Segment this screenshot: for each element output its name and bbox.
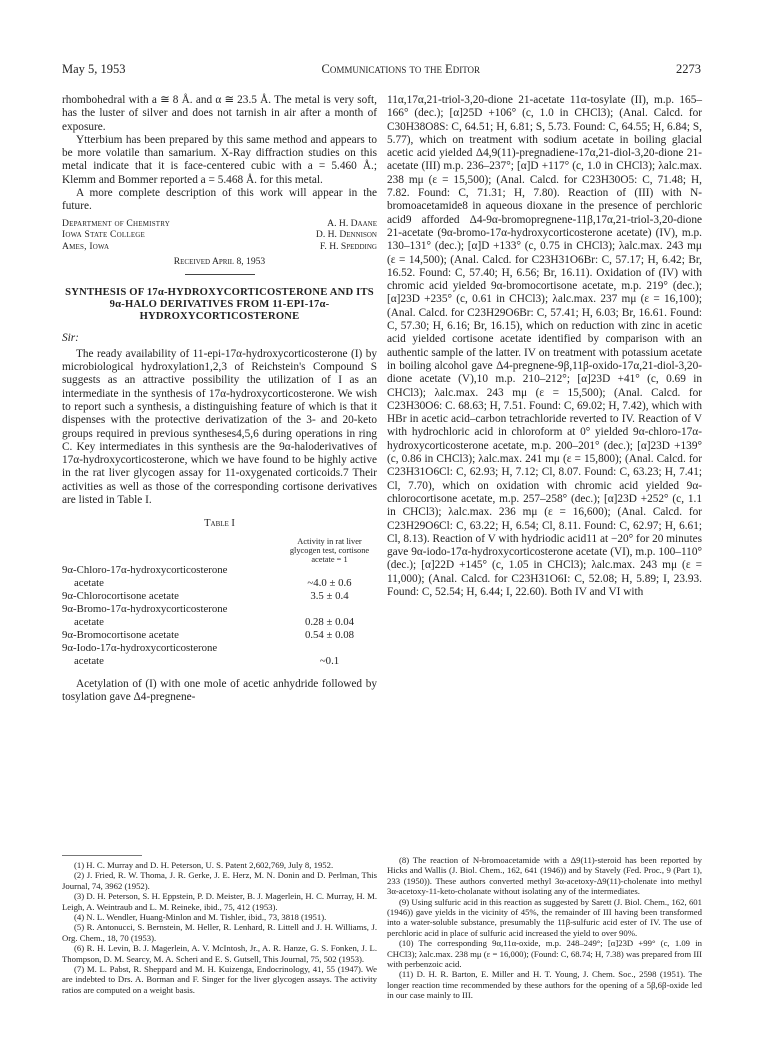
received-date: Received April 8, 1953 — [173, 256, 266, 268]
institution-line: Iowa State College — [62, 229, 146, 241]
institution — [62, 218, 170, 253]
footnote: (5) R. Antonucci, S. Bernstein, M. Heller, R. Lenhard, R. Littell and J. H. Williams, J. Org. Chem., 18, 70 (1953). — [62, 922, 377, 943]
table-row — [62, 655, 377, 668]
activity-value: ~0.1 — [319, 654, 340, 667]
author-name: F. H. Spedding — [319, 240, 377, 252]
table-row — [62, 577, 377, 590]
header-section: Communications to the Editor — [321, 62, 481, 76]
compound-name: 9α-Chlorocortisone acetate — [62, 589, 179, 602]
activity-value: 3.5 ± 0.4 — [310, 589, 349, 602]
body-paragraph: The ready availability of 11-epi-17α-hydroxycorticosterone (I) by microbiological hydroxylation1,2,3 of Reichstein's Compound S suggests as an attractive possibility the utilization of I as an intermediate in the synthesis of 17α-hydroxycorticosterone. We wish to report such a synthesis, a distinguishing feature of which is that it dispenses with the protective derivatization of the 3- and 20-keto groups required in previous syntheses4,5,6 during operations in ring C. Key intermediates in this synthesis are the 9α-haloderivatives of 17α-hydroxycorticosterone, which we have found to be highly active in the rat liver glycogen assay for 11-oxygenated corticoids.7 Their activities as well as those of the corresponding cortisone derivatives are listed in Table I. — [62, 347, 377, 507]
body-paragraph: 11α,17α,21-triol-3,20-dione 21-acetate 11α-tosylate (II), m.p. 165–166° (dec.); [α]25D +106° (c, 1.0 in CHCl3); (Anal. Calcd. for C30H38O8S: C, 64.51; H, 6.81; S, 5.73. Found: C, 64.55; H, 6.84; S, 5.77), which on treatment with sodium acetate in boiling glacial acetic acid yielded Δ4,9(11)-pregnadiene-17α,21-diol-3,20-dione 21-acetate (III) m.p. 236–237°; [α]D +117° (c, 1.0 in CHCl3); λalc.max. 238 mμ (ε = 15,500); (Anal. Calcd. for C23H30O5: C, 71.48; H, 7.82. Found: C, 71.31; H, 7.80). Reaction of (III) with N-bromoacetamide8 in aqueous dioxane in the presence of perchloric acid9 afforded Δ4-9α-bromopregnene-11β,17α,21-triol-3,20-dione 21-acetate (9α-bromo-17α-hydroxycorticosterone acetate) (IV), m.p. 130–131° (dec.); [α]D +133° (c, 0.75 in CHCl3); λalc.max. 243 mμ (ε = 14,500); (Anal. Calcd. for C23H31O6Br: C, 57.17; H, 6.42; Br, 16.52. Found: C, 57.40; H, 6.56; Br, 16.11). Oxidation of (IV) with chromic acid yielded 9α-bromocortisone acetate, m.p. 219° (dec.); [α]23D +235° (c, 0.61 in CHCl3); λalc.max. 237 mμ (ε = 16,100); (Anal. Calcd. for C23H29O6Br: C, 57.41; H, 6.03; Br, 16.61. Found: C, 57.30; H, 6.16; Br, 16.15), which on reduction with zinc in acetic acid yielded cortisone acetate identified by comparison with an authentic sample of the latter. IV on treatment with potassium acetate in boiling alcohol gave Δ4-pregnene-9β,11β-oxido-17α,21-diol-3,20-dione acetate (V),10 m.p. 210–212°; [α]23D +41° (c, 0.69 in CHCl3); λalc.max. 243 mμ (ε = 15,500); (Anal. Calcd. for C23H30O6: C. 68.63; H, 7.51. Found: C, 69.02; H, 7.42), which with HBr in acetic acid–carbon tetrachloride reverted to IV. Reaction of V with hydrochloric acid in chloroform at 0° yielded 9α-chloro-17α-hydroxycorticosterone acetate, m.p. 200–201° (dec.); [α]23D +139° (c, 0.86 in CHCl3); λalc.max. 241 mμ (ε = 15,800); (Anal. Calcd. for C23H31O6Cl: C, 62.93; H, 7.12; Cl, 8.07. Found: C, 63.23; H, 7.41; Cl, 7.70), which on oxidation with chromic acid yielded 9α-chlorocortisone acetate, m.p. 257–258° (dec.); [α]23D +252° (c, 1.1 in CHCl3); λalc.max. 236 mμ (ε = 16,600); (Anal. Calcd. for C23H29O6Cl: C, 63.22; H, 6.54; Cl, 8.11. Found: C, 62.97; H, 6.61; Cl, 8.13). Reaction of V with hydriodic acid11 at −20° for 20 minutes gave 9α-iodo-17α-hydroxycorticosterone acetate (VI), m.p. 100–110° (dec.); [α]22D +145° (c, 1.05 in CHCl3); λalc.max. 243 mμ (ε = 11,000); (Anal. Calcd. for C23H31O6I: C, 52.08; H, 5.89; I, 23.93. Found: C, 52.54; H, 6.44; I, 22.60). Both IV and VI with — [387, 94, 702, 598]
header-page-number: 2273 — [676, 62, 701, 76]
body-paragraph: rhombohedral with a ≅ 8 Å. and α ≅ 23.5 Å. The metal is very soft, has the luster of silver and does not tarnish in air after a month of exposure. — [62, 94, 377, 133]
right-column — [387, 94, 702, 599]
left-column — [62, 94, 377, 704]
activity-value: 0.54 ± 0.08 — [304, 628, 355, 641]
author-list — [316, 218, 377, 253]
running-header — [62, 62, 701, 78]
compound-name: acetate — [74, 615, 104, 628]
footnotes-right — [387, 855, 702, 1001]
activity-value: ~4.0 ± 0.6 — [307, 576, 352, 589]
table-row — [62, 616, 377, 629]
footnote: (1) H. C. Murray and D. H. Peterson, U. S. Patent 2,602,769, July 8, 1952. — [74, 860, 334, 870]
author-name: A. H. Daane — [327, 217, 377, 229]
header-date: May 5, 1953 — [62, 62, 126, 76]
body-paragraph: Ytterbium has been prepared by this same method and appears to be more volatile than samarium. X-Ray diffraction studies on this metal indicate that it is face-centered cubic with a = 5.460 Å.; Klemm and Bommer reported a = 5.468 Å. for this metal. — [62, 133, 377, 186]
activity-table — [62, 537, 377, 668]
compound-name: 9α-Bromocortisone acetate — [62, 628, 179, 641]
affiliation-block — [62, 218, 377, 253]
compound-name: acetate — [74, 576, 104, 589]
footnote: (2) J. Fried, R. W. Thoma, J. R. Gerke, J. E. Herz, M. N. Donin and D. Perlman, This Journal, 74, 3962 (1952). — [62, 870, 377, 891]
activity-value — [282, 603, 377, 616]
footnote: (8) The reaction of N-bromoacetamide with a Δ9(11)-steroid has been reported by Hicks and Wallis (J. Biol. Chem., 162, 641 (1946)) and by Stavely (Fed. Proc., 9 (Part 1), 233 (1950)). These authors converted methyl 3α-acetoxy-Δ9(11)-cholenate into methyl 3α-acetoxy-11-keto-cholanate without isolating any of the intermediates. — [387, 855, 702, 897]
footnote: (7) M. L. Pabst, R. Sheppard and M. H. Kuizenga, Endocrinology, 41, 55 (1947). We are indebted to Drs. A. Borman and F. Singer for the liver glycogen assays. The activity ratios are computed on a weight basis. — [62, 964, 377, 995]
body-paragraph: A more complete description of this work will appear in the future. — [62, 187, 377, 213]
institution-line: Ames, Iowa — [62, 240, 110, 252]
footnote: (11) D. H. R. Barton, E. Miller and H. T. Young, J. Chem. Soc., 2598 (1951). The longer reaction time recommended by these authors for the opening of a 5β,6β-oxide led in our case mainly to III. — [387, 969, 702, 1001]
compound-name: 9α-Iodo-17α-hydroxycorticosterone — [62, 641, 218, 654]
author-name: D. H. Dennison — [315, 229, 377, 241]
compound-name: acetate — [74, 654, 104, 667]
table-title: Table I — [204, 518, 235, 530]
compound-name: 9α-Bromo-17α-hydroxycorticosterone — [62, 602, 228, 615]
footnote: (10) The corresponding 9α,11α-oxide, m.p. 248–249°; [α]23D +99° (c, 1.09 in CHCl3); λalc.max. 238 mμ (ε = 16,000); (Found: C, 68.74; H, 7.38) was prepared from III with perbenzoic acid. — [387, 938, 702, 970]
table-column-header: Activity in rat liver glycogen test, cortisone acetate = 1 — [289, 536, 370, 564]
footnote: (3) D. H. Peterson, S. H. Eppstein, P. D. Meister, B. J. Magerlein, H. C. Murray, H. M. Leigh, A. Weintraub and L. M. Reineke, ibid., 75, 412 (1953). — [62, 891, 377, 912]
body-paragraph: Acetylation of (I) with one mole of acetic anhydride followed by tosylation gave Δ4-pregnene- — [62, 677, 377, 703]
salutation: Sir: — [62, 332, 79, 345]
footnote: (6) R. H. Levin, B. J. Magerlein, A. V. McIntosh, Jr., A. R. Hanze, G. S. Fonken, J. L. Thompson, D. M. Searcy, M. A. Scheri and E. S. Gutsell, This Journal, 75, 502 (1953). — [62, 943, 377, 964]
table-row — [62, 590, 377, 603]
activity-value — [282, 642, 377, 655]
table-row — [62, 603, 377, 616]
footnote-rule — [62, 855, 142, 856]
compound-name: 9α-Chloro-17α-hydroxycorticosterone — [62, 563, 228, 576]
footnote: (9) Using sulfuric acid in this reaction as suggested by Sarett (J. Biol. Chem., 162, 601 (1946)) gave yields in the vicinity of 45%, the remainder of III having been transformed into a water-soluble substance, presumably the 11β-sulfuric acid ester of IV. The use of perchloric acid in place of sulfuric acid increased the yield to over 90%. — [387, 896, 702, 938]
table-row — [62, 642, 377, 655]
table-row — [62, 629, 377, 642]
footnotes-left — [62, 855, 377, 995]
footnote: (4) N. L. Wendler, Huang-Minlon and M. Tishler, ibid., 73, 3818 (1951). — [74, 912, 327, 923]
activity-value — [282, 564, 377, 577]
activity-value: 0.28 ± 0.04 — [304, 615, 355, 628]
article-title: SYNTHESIS OF 17α-HYDROXYCORTICOSTERONE AND ITS 9α-HALO DERIVATIVES FROM 11-EPI-17α-HYDROXYCORTICOSTERONE — [65, 287, 374, 323]
table-row — [62, 564, 377, 577]
section-divider — [185, 274, 255, 275]
institution-line: Department of Chemistry — [62, 217, 171, 229]
